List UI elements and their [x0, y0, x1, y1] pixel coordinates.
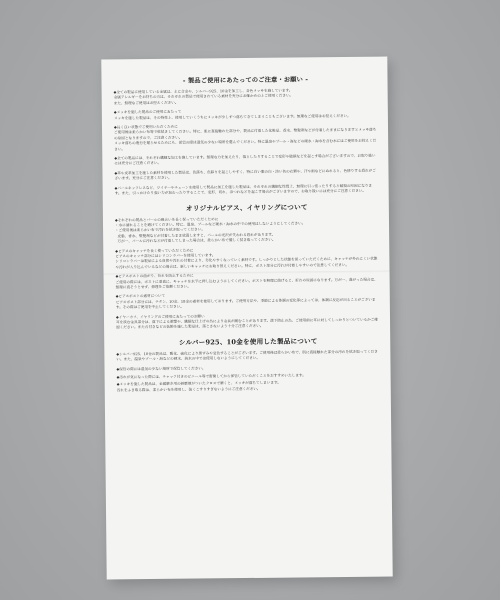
earring-item-pearls: ◆それぞれの製品とパールの風合いを長く保っていただくために ・水に濡れることを避けてください。特に、温泉、プールなど硬水・海水の中での使用はしないようにしてください。 ・ご使用後は柔らかい布で汚れを拭き取ってください。 皮脂、香水、整髪剤などが付着したまま放置しますと、パールの光沢が失われる恐れがあります。 万が一、パールに汚れなどが付着してしまった場合は、柔らかい布で優しく拭き取ってください。: [114, 216, 306, 244]
earring-item-post-material: ◆ピアスポストの素材について ピアスポスト部分には、チタン、10金、18金の素材を使用しております。ご使用方法や、季節による体調の変化等によっては、体調に反応が出ることがございます。その際はご使用を中止してください。: [115, 294, 376, 310]
care-instruction-card: [101, 57, 392, 580]
care-item-leather: ◆革や皮革加工を施した素材を使用した製品は、色落ち、色移りを起こしやすく、特に白い服の白・淡い色の衣類や、汗や雨などにぬれると、色移りする恐れがございます。充分にご注意ください。: [114, 168, 376, 181]
care-item-materials: ◆全ての製品に使用している金属は、主に合金や、シルバー925、10金を加工し、各色メッキを施しています。 金属アレルギーをお持ちの方は、それぞれの製品で使用されている素材を充分にお確かめの上ご使用ください。 また、無理なご使用はお控えください。: [113, 88, 294, 106]
section-title-silver-gold: シルバー925、10金を使用した製品について: [178, 337, 318, 347]
care-item-plating: ◆メッキを施した製品のご使用にあたって メッキを施した製品は、その特性上、使用していくうちにメッキが少しずつ落ちてきてしまうこともございます。無理なご使用はお控えください。: [113, 109, 351, 121]
earring-item-ear-cuff: ◆イヤーカフ、イヤリングのご使用にあたってのお願い 耳を挟む金具部分は、落下による衝撃や、繊細な仕上げの為により金具が緩むことがあります。落下防止の為、ご使用前に耳に対してしっかりとついているかご確認ください。また石付きなどの装飾を施した製品は、落とさないよう十分ご注意ください。: [115, 314, 378, 330]
earring-item-catch: ◆ピアスのキャッチを長く使っていただくために ピアスのキャッチ部分にはシリコンラバーを使用しています。 シリコンラバーは製品による負荷や汚れの付着により、劣化やすくなっていく素材です。しっかりとした状態を保っていただくために、キャッチが外れにくい状態や汚れが入り込んでいるなどの場合は、新しいキャッチにお取り替えください。特に、ポスト部分に汚れが付着しやすいので注意してください。: [115, 248, 378, 270]
silver-item-polishing: ◆メッキを施した製品は、金属磨き用の研磨剤がついたクロスで磨くと、メッキが落ちてしまいます。 汚れをふき取る際は、柔らかい布を使用し、強くこすりすぎないようにご注意ください。: [116, 381, 281, 393]
section-title-care: - 製品ご使用にあたってのご注意・お願い -: [182, 76, 309, 85]
earring-item-post-bending: ◆ピアスポストの曲がり、折れを防止するために ご使用の際には、ポストに垂直に、キャッチを水平に押し込むようにしてください。ポストを無理に曲げると、折れの原因になります。万が一、曲がった場合は、無理に直そうとせず、修理をご依頼ください。: [115, 273, 378, 290]
care-item-maintenance: ◆長く良い状態でご使用いただくために ご使用後は柔らかい布等で乾拭きしてください。特に、肌に直接触れた部分や、製品に付着した化粧品、香水、整髪剤などが付着したままになりますとメッキ落ちの原因となりますので、ご注意ください。 メッキ落ちの進行を遅らせるためにも、保管の際は湿気の少ない場所を選んでください。特に温泉やプール・海などの硬水・海水を含む水にはご使用をお控えください。: [113, 124, 377, 152]
silver-item-tarnish: ◆シルバー925、10金の製品は、酸化、硫化により黒ずみや変色することがございます。ご使用後は柔らかい布で、肌に直接触れた部分の汚れを拭き取ってください。また、温泉やプール・海などの硬水、海水の中では使用しないようにしてください。: [116, 349, 378, 362]
care-item-wire-chain: ◆パールネックレスなど、ワイヤーやチェーンを使用して製品に加工を施した製品は、それぞれの繊細な性質上、無理に引っ張ったりすると破損の原因になります。また、引っかけたり強い力が加わったりすることで、変形、切れ、ほつれなどを起こす場合がございますので、お取り扱いには充分にご注意ください。: [114, 183, 372, 196]
care-item-handling: ◆全ての製品には、それぞれ繊細な加工を施しています。無理な力を加えたり、落としたりすることで変形や破損などを起こす場合がございますので、お取り扱いには充分にご注意ください。: [114, 153, 376, 166]
section-title-earrings: オリジナルピアス、イヤリングについて: [185, 202, 308, 213]
silver-item-sealed-bag: ◆汚れが気になった際には、チャック付きのビニール等で密閉してから保管していただくことをおすすめいたします。: [116, 372, 306, 379]
silver-item-storage: ◆保管の際には湿気の少ない場所で保管してください。: [116, 366, 206, 371]
